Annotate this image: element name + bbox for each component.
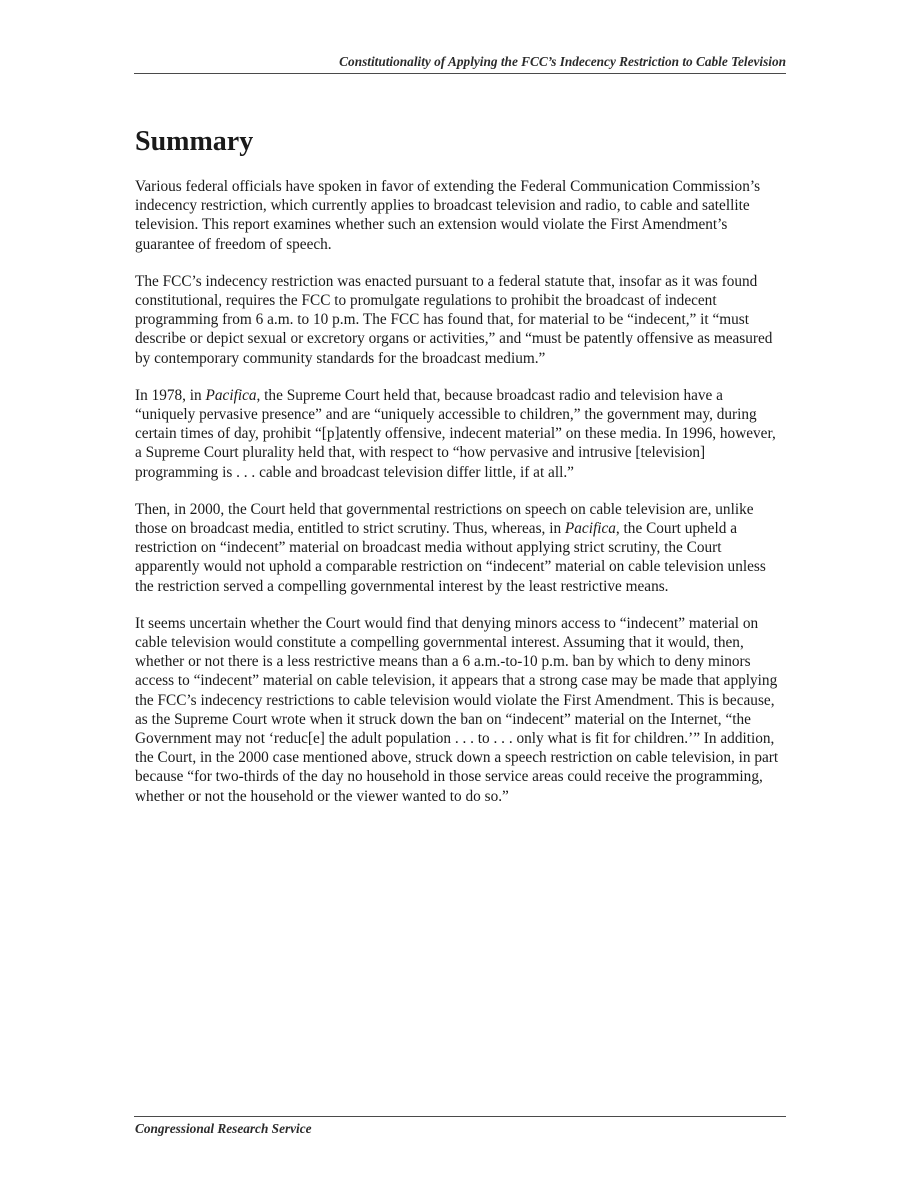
paragraph-intro: Various federal officials have spoken in favor of extending the Federal Communication Commission’s indecency restriction, which currently applies to broadcast television and radio, to cable and satellite television. This report examines whether such an extension would violate the First Amendment’s guarantee of freedom of speech.: [135, 178, 761, 253]
summary-body: [135, 177, 783, 824]
paragraph-conclusion: It seems uncertain whether the Court would find that denying minors access to “indecent” material on cable television would constitute a compelling governmental interest. Assuming that it would, then, whether or not there is a less restrictive means than a 6 a.m.-to-10 p.m. ban by which to deny minors access to “indecent” material on cable television, it appears that a strong case may be made that applying the FCC’s indecency restrictions to cable television would violate the First Amendment. This is because, as the Supreme Court wrote when it struck down the ban on “indecent” material on the Internet, “the Government may not ‘reduc[e] the adult population . . . to . . . only what is fit for children.’” In addition, the Court, in the 2000 case mentioned above, struck down a speech restriction on cable television, in part because “for two-thirds of the day no household in those service areas could receive the programming, whether or not the household or the viewer wanted to do so.”: [135, 614, 779, 805]
paragraph-pacifica-lead: In 1978, in: [135, 386, 206, 404]
case-name-pacifica: Pacifica: [205, 386, 257, 404]
page-title: Summary: [135, 126, 254, 157]
paragraph-strict-scrutiny: [135, 500, 783, 596]
running-footer: Congressional Research Service: [135, 1121, 312, 1136]
footer-divider: [134, 1116, 786, 1117]
running-header: Constitutionality of Applying the FCC’s Indecency Restriction to Cable Television: [134, 54, 786, 74]
paragraph-fcc-restriction: The FCC’s indecency restriction was enacted pursuant to a federal statute that, insofar as it was found constitutional, requires the FCC to promulgate regulations to prohibit the broadcast of indecent programming from 6 a.m. to 10 p.m. The FCC has found that, for material to be “indecent,” it “must describe or depict sexual or excretory organs or activities,” and “must be patently offensive as measured by contemporary community standards for the broadcast medium.”: [135, 272, 773, 367]
case-name-pacifica-2: Pacifica: [564, 520, 616, 538]
paragraph-strict-scrutiny-lead: Then, in 2000, the Court held that governmental restrictions on speech on cable television are, unlike those on broadcast media, entitled to strict scrutiny. Thus, whereas, in: [135, 500, 754, 538]
paragraph-pacifica: [135, 386, 783, 482]
paragraph-pacifica-rest: , the Supreme Court held that, because broadcast radio and television have a “uniquely pervasive presence” and are “uniquely accessible to children,” the government may, during certain times of day, prohibit “[p]atently offensive, indecent material” on these media. In 1996, however, a Supreme Court plurality held that, with respect to “how pervasive and intrusive [television] programming is . . . cable and broadcast television differ little, if at all.”: [135, 386, 776, 481]
paragraph-strict-scrutiny-rest: , the Court upheld a restriction on “indecent” material on broadcast media without applying strict scrutiny, the Court apparently would not uphold a comparable restriction on “indecent” material on cable television unless the restriction served a compelling governmental interest by the least restrictive means.: [135, 520, 766, 595]
